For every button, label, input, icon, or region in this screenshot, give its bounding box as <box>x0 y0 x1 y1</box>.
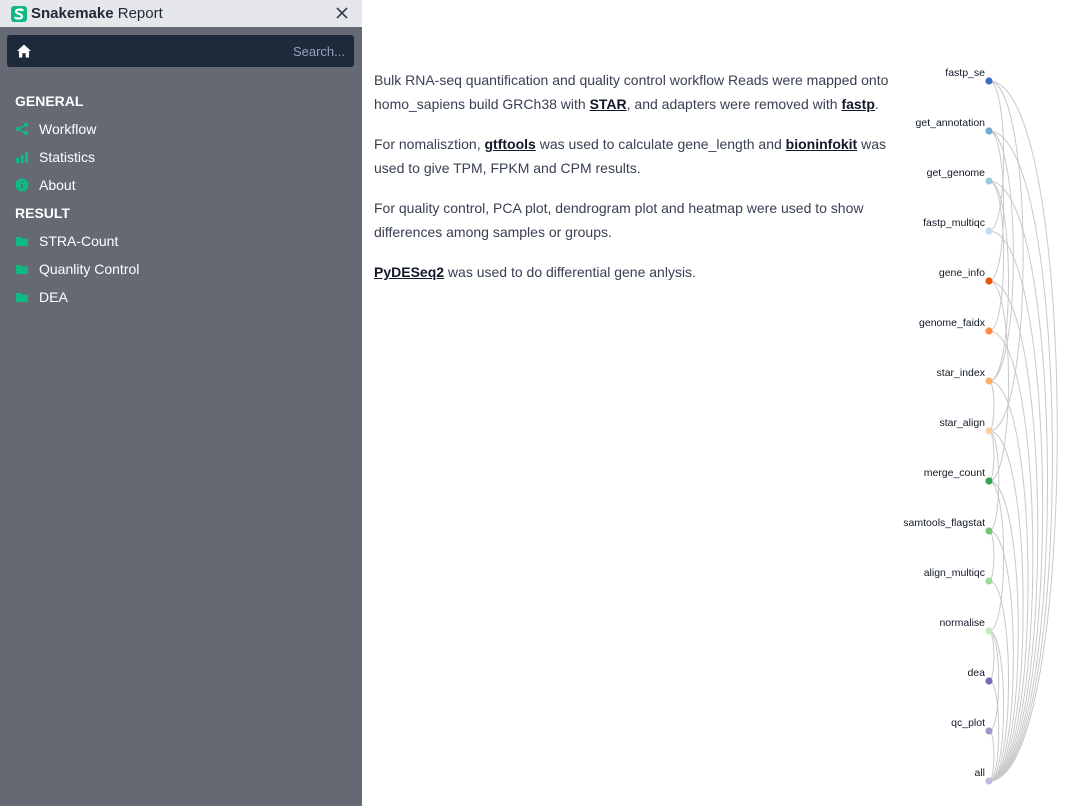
nav-item-label: STRA-Count <box>39 233 119 249</box>
info-icon <box>15 178 29 192</box>
dag-edge <box>989 531 1013 781</box>
home-icon[interactable] <box>16 43 32 59</box>
dag-node[interactable] <box>985 627 992 634</box>
app-title: Snakemake Report <box>31 5 163 22</box>
dag-node-label: fastp_se <box>945 67 985 79</box>
description-paragraph: For nomalisztion, gtftools was used to calculate gene_length and bioninfokit was used to give TPM, FPKM and CPM results. <box>374 136 887 176</box>
dag-node-label: gene_info <box>938 267 985 279</box>
bar-chart-icon <box>15 150 29 164</box>
dag-node[interactable] <box>985 427 992 434</box>
dag-node[interactable] <box>985 127 992 134</box>
dag-node-label: qc_plot <box>951 717 985 729</box>
nav-item-label: DEA <box>39 289 68 305</box>
dag-edge <box>989 381 994 431</box>
nav-item-stra-count[interactable] <box>15 230 118 252</box>
fastp-link[interactable]: fastp <box>841 96 875 112</box>
dag-node-label: merge_count <box>923 467 985 479</box>
folder-icon <box>15 262 29 276</box>
dag-node-label: all <box>974 767 985 779</box>
description-paragraph: For quality control, PCA plot, dendrogram plot and heatmap were used to show differences among samples or groups. <box>374 200 864 240</box>
nav-item-dea[interactable] <box>15 286 68 308</box>
nav-item-label: About <box>39 177 76 193</box>
dag-node[interactable] <box>985 577 992 584</box>
dag-node[interactable] <box>985 377 992 384</box>
description-paragraph: PyDESeq2 was used to do differential gene anlysis. <box>374 264 696 280</box>
dag-node[interactable] <box>985 77 992 84</box>
dag-node-label: fastp_multiqc <box>923 217 985 229</box>
dag-edge <box>989 481 1004 631</box>
close-sidebar-button[interactable] <box>334 4 350 22</box>
dag-node-label: dea <box>967 667 985 679</box>
dag-edge <box>989 131 1004 281</box>
dag-node-label: genome_faidx <box>919 317 985 329</box>
dag-node[interactable] <box>985 227 992 234</box>
nav-item-label: Quanlity Control <box>39 261 140 277</box>
dag-node[interactable] <box>985 527 992 534</box>
dag-node-label: normalise <box>939 617 985 629</box>
nav-item-label: Statistics <box>39 149 96 165</box>
search-input[interactable] <box>217 41 345 61</box>
dag-node[interactable] <box>985 777 992 784</box>
bioninfokit-link[interactable]: bioninfokit <box>785 136 858 152</box>
pydeseq2-link[interactable]: PyDESeq2 <box>374 264 445 280</box>
dag-node-label: align_multiqc <box>923 567 985 579</box>
dag-edge <box>989 131 1013 381</box>
nav-item-label: Workflow <box>39 121 97 137</box>
dag-edge <box>989 531 994 581</box>
share-nodes-icon <box>15 122 29 136</box>
dag-node-label: samtools_flagstat <box>903 517 985 529</box>
search-bar <box>7 35 354 67</box>
dag-node-label: star_index <box>936 367 985 379</box>
dag-node[interactable] <box>985 727 992 734</box>
folder-icon <box>15 234 29 248</box>
dag-node-label: get_annotation <box>915 117 985 129</box>
dag-edge <box>989 631 994 681</box>
dag-node-label: star_align <box>939 417 985 429</box>
sidebar-header <box>0 0 362 27</box>
dag-edge <box>989 431 994 481</box>
section-result-heading: RESULT <box>15 205 70 221</box>
close-icon <box>334 4 350 22</box>
nav-item-quality-control[interactable] <box>15 258 139 280</box>
dag-node[interactable] <box>985 177 992 184</box>
workflow-dag[interactable] <box>890 60 1088 800</box>
nav-item-statistics[interactable] <box>15 146 95 168</box>
dag-node[interactable] <box>985 477 992 484</box>
snakemake-logo-icon <box>11 6 27 22</box>
sidebar <box>0 0 362 806</box>
gtftools-link[interactable]: gtftools <box>484 136 536 152</box>
dag-node-label: get_genome <box>926 167 985 179</box>
dag-node[interactable] <box>985 327 992 334</box>
folder-icon <box>15 290 29 304</box>
dag-edge <box>989 731 994 781</box>
report-description <box>374 68 889 300</box>
dag-node[interactable] <box>985 677 992 684</box>
description-paragraph: Bulk RNA-seq quantification and quality control workflow Reads were mapped onto homo_sapiens build GRCh38 with STAR, and adapters were removed with fastp. <box>374 72 889 112</box>
dag-edge <box>989 281 1038 781</box>
star-link[interactable]: STAR <box>589 96 627 112</box>
dag-node[interactable] <box>985 277 992 284</box>
dag-edge <box>989 81 1004 231</box>
section-general-heading: GENERAL <box>15 93 84 109</box>
nav-item-workflow[interactable] <box>15 118 96 140</box>
nav-item-about[interactable] <box>15 174 76 196</box>
